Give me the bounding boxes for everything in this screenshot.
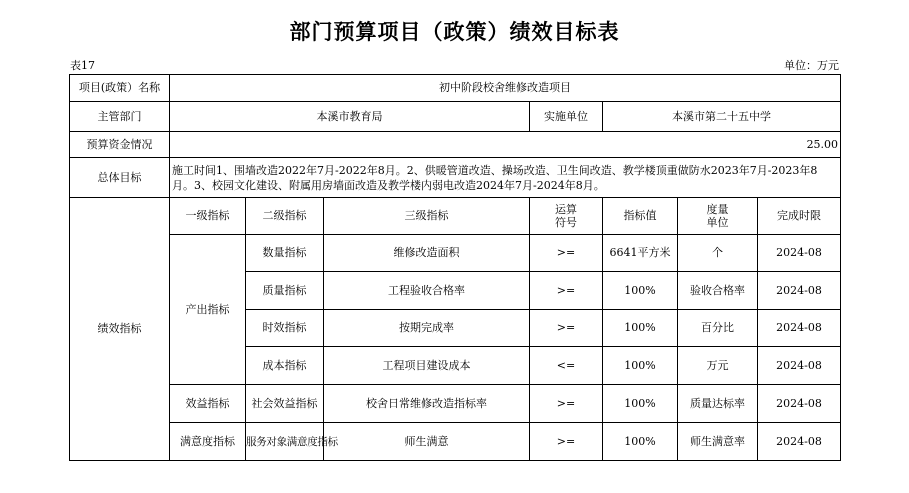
row-operator: >= [530, 385, 603, 423]
row-value: 100% [603, 310, 678, 347]
header-value: 指标值 [603, 198, 678, 235]
budget-row [70, 132, 841, 158]
row-value: 6641平方米 [603, 235, 678, 272]
budget-label: 预算资金情况 [70, 132, 170, 158]
row-operator: <= [530, 347, 603, 385]
header-operator-line1: 运算 [555, 203, 577, 216]
header-level2: 二级指标 [246, 198, 324, 235]
row-level2: 成本指标 [246, 347, 324, 385]
row-operator: >= [530, 235, 603, 272]
row-level2: 社会效益指标 [246, 385, 324, 423]
row-operator: >= [530, 310, 603, 347]
row-deadline: 2024-08 [758, 347, 841, 385]
header-unit-line2: 单位 [706, 216, 729, 229]
dept-label: 主管部门 [70, 102, 170, 132]
group-benefit: 效益指标 [170, 385, 246, 423]
department-row [70, 102, 841, 132]
row-level3: 师生满意 [324, 423, 530, 461]
header-operator-line2: 符号 [555, 216, 577, 229]
row-deadline: 2024-08 [758, 385, 841, 423]
impl-value: 本溪市第二十五中学 [603, 102, 841, 132]
table-row [70, 385, 841, 423]
group-satisfaction: 满意度指标 [170, 423, 246, 461]
row-value: 100% [603, 272, 678, 310]
header-level3: 三级指标 [324, 198, 530, 235]
group-output: 产出指标 [170, 235, 246, 385]
row-unit: 个 [678, 235, 758, 272]
row-unit: 师生满意率 [678, 423, 758, 461]
row-level2: 时效指标 [246, 310, 324, 347]
row-level3: 按期完成率 [324, 310, 530, 347]
row-deadline: 2024-08 [758, 310, 841, 347]
indicator-header-row [70, 198, 841, 235]
row-value: 100% [603, 347, 678, 385]
unit-label: 单位：万元 [784, 59, 839, 72]
goal-text: 施工时间1、围墙改造2022年7月-2022年8月。2、供暖管道改造、操场改造、卫生间改造、教学楼顶重做防水2023年7月-2023年8月。3、校园文化建设、附属用房墙面改造及教学楼内弱电改造2024年7月-2024年8月。 [170, 158, 841, 198]
row-level3: 工程项目建设成本 [324, 347, 530, 385]
budget-value: 25.00 [170, 132, 841, 158]
table-row [70, 423, 841, 461]
row-value: 100% [603, 385, 678, 423]
row-unit: 万元 [678, 347, 758, 385]
row-level3: 校舍日常维修改造指标率 [324, 385, 530, 423]
project-name-row [70, 75, 841, 102]
goal-row [70, 158, 841, 198]
header-level1: 一级指标 [170, 198, 246, 235]
page-title: 部门预算项目（政策）绩效目标表 [289, 19, 620, 44]
row-level2: 服务对象满意度指标 [246, 423, 324, 461]
header-unit [678, 198, 758, 235]
project-name-value: 初中阶段校舍维修改造项目 [170, 75, 841, 102]
row-level2: 质量指标 [246, 272, 324, 310]
goal-label: 总体目标 [70, 158, 170, 198]
row-unit: 质量达标率 [678, 385, 758, 423]
row-level2: 数量指标 [246, 235, 324, 272]
perf-label: 绩效指标 [70, 198, 170, 461]
row-unit: 百分比 [678, 310, 758, 347]
table-row [70, 235, 841, 272]
table-number: 表17 [70, 59, 95, 72]
row-deadline: 2024-08 [758, 235, 841, 272]
header-deadline: 完成时限 [758, 198, 841, 235]
performance-table [69, 74, 841, 461]
header-unit-line1: 度量 [706, 203, 729, 216]
row-level3: 维修改造面积 [324, 235, 530, 272]
row-deadline: 2024-08 [758, 272, 841, 310]
row-value: 100% [603, 423, 678, 461]
row-level3: 工程验收合格率 [324, 272, 530, 310]
impl-label: 实施单位 [530, 102, 603, 132]
row-unit: 验收合格率 [678, 272, 758, 310]
row-operator: >= [530, 272, 603, 310]
header-operator [530, 198, 603, 235]
row-operator: >= [530, 423, 603, 461]
dept-value: 本溪市教育局 [170, 102, 530, 132]
project-name-label: 项目(政策）名称 [70, 75, 170, 102]
row-deadline: 2024-08 [758, 423, 841, 461]
